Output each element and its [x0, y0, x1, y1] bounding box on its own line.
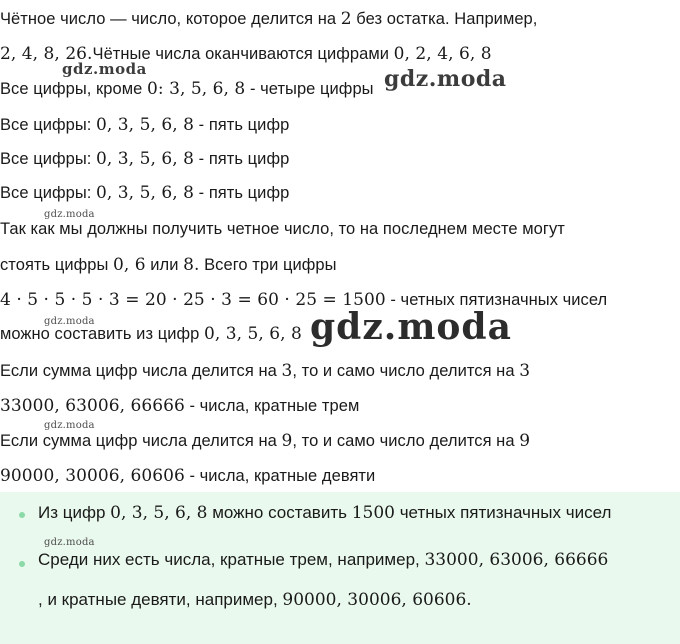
multiples-three-numbers: 33000, 63006, 66666 [0, 396, 185, 416]
watermark: gdz.moda [44, 537, 95, 548]
can-prefix: стоять цифры [0, 256, 109, 274]
can-eight: 8. [183, 255, 200, 275]
last-digit-line [0, 254, 337, 276]
except-zero-digits: 0: 3, 5, 6, 8 [147, 79, 246, 99]
five-digits: 0, 3, 5, 6, 8 [96, 183, 194, 203]
five-prefix: Все цифры: [0, 116, 92, 134]
b1-digits: 0, 3, 5, 6, 8 [110, 503, 208, 523]
formula-suffix: - четных пятизначных чисел [390, 291, 608, 309]
rule-three-line [0, 360, 530, 382]
five-digits: 0, 3, 5, 6, 8 [96, 115, 194, 135]
summary-bullet-1 [38, 501, 611, 525]
intro-line [0, 8, 537, 30]
rule3-number-2: 3 [519, 361, 531, 381]
compose-prefix: можно составить из цифр [0, 325, 200, 343]
multiples-nine-numbers: 90000, 30006, 60606 [0, 466, 185, 486]
rule9-a: Если сумма цифр числа делится на [0, 432, 277, 450]
five-digits: 0, 3, 5, 6, 8 [96, 149, 194, 169]
example-numbers: 2, 4, 8, 26. [0, 44, 93, 64]
intro-number: 2 [340, 9, 352, 29]
can-or: или [150, 256, 179, 274]
digits-except-zero-line [0, 78, 374, 100]
five-prefix: Все цифры: [0, 184, 92, 202]
five-suffix: - пять цифр [198, 184, 290, 202]
intro-text-2: без остатка. Например, [356, 10, 538, 28]
b2-numbers: 33000, 63006, 66666 [424, 550, 609, 570]
can-digits: 0, 6 [113, 255, 146, 275]
summary-bullet-2 [38, 548, 608, 572]
b1-prefix: Из цифр [38, 503, 106, 522]
formula-line [0, 289, 607, 311]
intro-text-1: Чётное число — число, которое делится на [0, 10, 337, 28]
rule3-a: Если сумма цифр числа делится на [0, 362, 277, 380]
rule3-b: , то и само число делится на [292, 362, 515, 380]
watermark: gdz.moda [44, 316, 95, 327]
examples-text: Чётные числа оканчиваются цифрами [92, 45, 390, 63]
five-suffix: - пять цифр [198, 150, 290, 168]
except-zero-suffix: - четыре цифры [249, 80, 374, 98]
watermark: gdz.moda [44, 420, 95, 431]
b2-prefix: Среди них есть числа, кратные трем, например, [38, 550, 420, 569]
five-suffix: - пять цифр [198, 116, 290, 134]
product-formula: 4 · 5 · 5 · 5 · 3 = 20 · 25 · 3 = 60 · 25 = 1500 [0, 290, 386, 310]
except-zero-prefix: Все цифры, кроме [0, 80, 143, 98]
five-digits-line-3 [0, 182, 289, 204]
watermark: gdz.moda [384, 66, 507, 92]
watermark: gdz.moda [62, 60, 147, 78]
b2-continued: , и кратные девяти, например, [38, 590, 278, 609]
multiples-three-text: - числа, кратные трем [189, 397, 360, 415]
watermark: gdz.moda [44, 209, 95, 220]
watermark: gdz.moda [310, 306, 512, 348]
b1-suffix: четных пятизначных чисел [399, 503, 612, 522]
rule9-b: , то и само число делится на [292, 432, 515, 450]
summary-bullet-2-continued [38, 588, 472, 612]
rule9-number: 9 [281, 431, 293, 451]
even-digits: 0, 2, 4, 6, 8 [393, 44, 492, 64]
b1-number: 1500 [351, 503, 395, 523]
summary-box [0, 492, 680, 644]
since-text: Так как мы должны получить четное число, то на последнем месте могут [0, 220, 565, 238]
multiples-three-line [0, 395, 359, 417]
multiples-nine-text: - числа, кратные девяти [189, 467, 376, 485]
compose-digits: 0, 3, 5, 6, 8 [203, 324, 302, 344]
b2-numbers-2: 90000, 30006, 60606. [282, 590, 472, 610]
multiples-nine-line [0, 465, 375, 487]
since-even-line [0, 218, 565, 240]
five-digits-line-1 [0, 114, 289, 136]
rule9-number-2: 9 [519, 431, 531, 451]
bullet-dot [19, 561, 25, 567]
five-prefix: Все цифры: [0, 150, 92, 168]
rule-nine-line [0, 430, 530, 452]
b1-mid: можно составить [212, 503, 347, 522]
five-digits-line-2 [0, 148, 289, 170]
can-suffix: Всего три цифры [204, 256, 337, 274]
bullet-dot [19, 512, 25, 518]
rule3-number: 3 [281, 361, 293, 381]
